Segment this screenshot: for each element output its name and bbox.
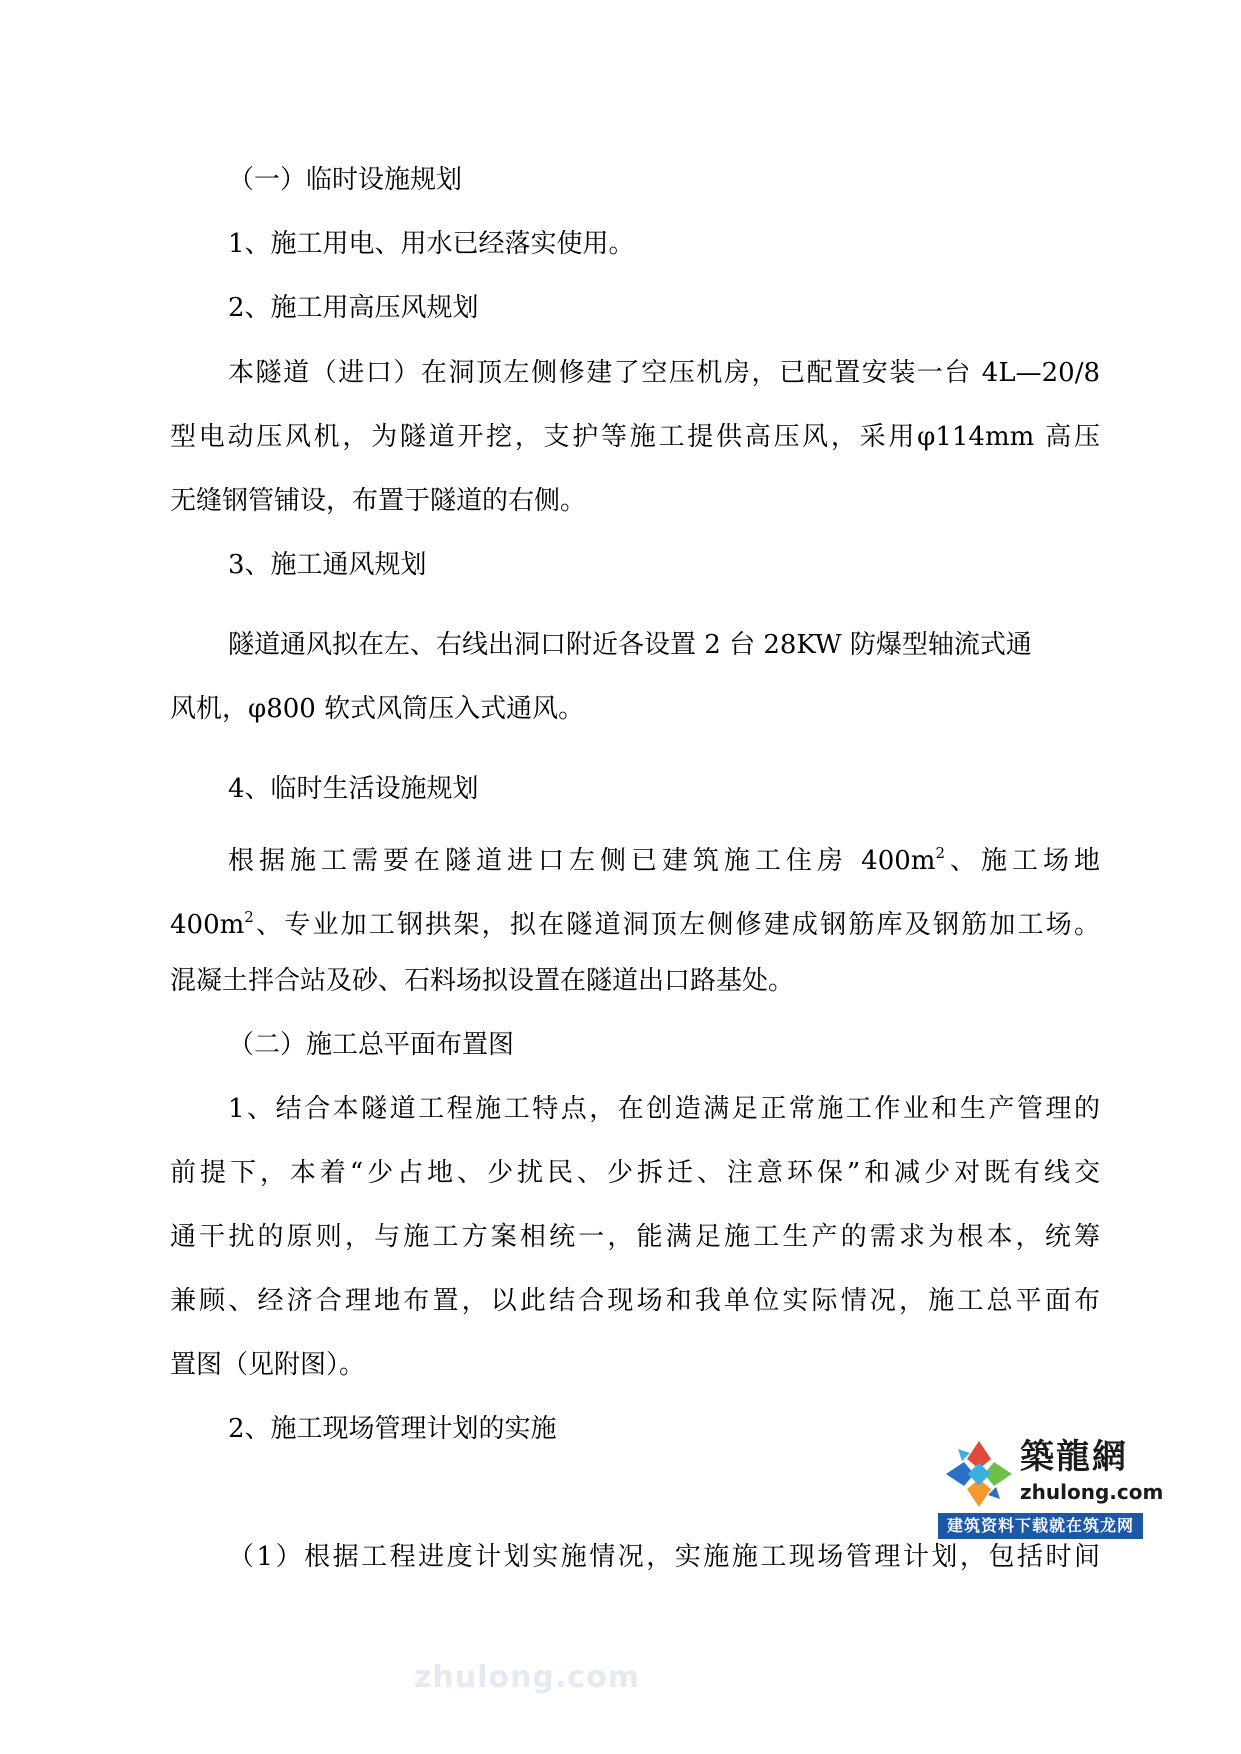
subheading: 4、临时生活设施规划 [228,774,479,804]
paragraph-line: 本隧道（进口）在洞顶左侧修建了空压机房，已配置安装一台 4L—20/8 [228,358,1100,388]
paragraph-text: 400m [170,910,245,940]
paragraph-line: 1、施工用电、用水已经落实使用。 [228,229,635,259]
subheading: 2、施工现场管理计划的实施 [228,1414,557,1444]
logo-banner: 建筑资料下载就在筑龙网 [938,1513,1143,1539]
paragraph-line: （1）根据工程进度计划实施情况，实施施工现场管理计划，包括时间 [228,1542,1100,1572]
logo-title-cn: 築龍網 [1020,1437,1128,1477]
paragraph-line: 置图（见附图）。 [170,1350,366,1380]
watermark: zhulong.com [414,1660,640,1695]
paragraph-line: 1、结合本隧道工程施工特点，在创造满足正常施工作业和生产管理的 [228,1094,1100,1124]
paragraph-line: 通干扰的原则，与施工方案相统一，能满足施工生产的需求为根本，统筹 [170,1222,1100,1252]
paragraph-line: 型电动压风机，为隧道开挖，支护等施工提供高压风，采用φ114mm 高压 [170,422,1100,452]
paragraph-line [170,901,1100,941]
subheading: 3、施工通风规划 [228,550,427,580]
paragraph-line: 隧道通风拟在左、右线出洞口附近各设置 2 台 28KW 防爆型轴流式通 [228,630,1032,660]
superscript: 2 [935,844,946,862]
paragraph-line [228,837,1100,877]
paragraph-line: 兼顾、经济合理地布置，以此结合现场和我单位实际情况，施工总平面布 [170,1286,1100,1316]
section-heading-2: （二）施工总平面布置图 [228,1030,515,1060]
section-heading-1: （一）临时设施规划 [228,165,463,195]
paragraph-line: 混凝土拌合站及砂、石料场拟设置在隧道出口路基处。 [170,966,795,996]
paragraph-line: 风机，φ800 软式风筒压入式通风。 [170,694,585,724]
paragraph-text: 、施工场地 [945,846,1100,876]
paragraph-text: 根据施工需要在隧道进口左侧已建筑施工住房 400m [228,846,936,876]
zhulong-logo [938,1433,1164,1539]
logo-title-en: zhulong.com [1020,1480,1164,1504]
subheading: 2、施工用高压风规划 [228,293,479,323]
paragraph-line: 前提下，本着“少占地、少扰民、少拆迁、注意环保”和减少对既有线交 [170,1158,1100,1188]
paragraph-text: 、专业加工钢拱架，拟在隧道洞顶左侧修建成钢筋库及钢筋加工场。 [253,910,1100,940]
superscript: 2 [244,908,254,926]
paragraph-line: 无缝钢管铺设，布置于隧道的右侧。 [170,486,587,516]
zhulong-mark-icon [944,1439,1014,1509]
